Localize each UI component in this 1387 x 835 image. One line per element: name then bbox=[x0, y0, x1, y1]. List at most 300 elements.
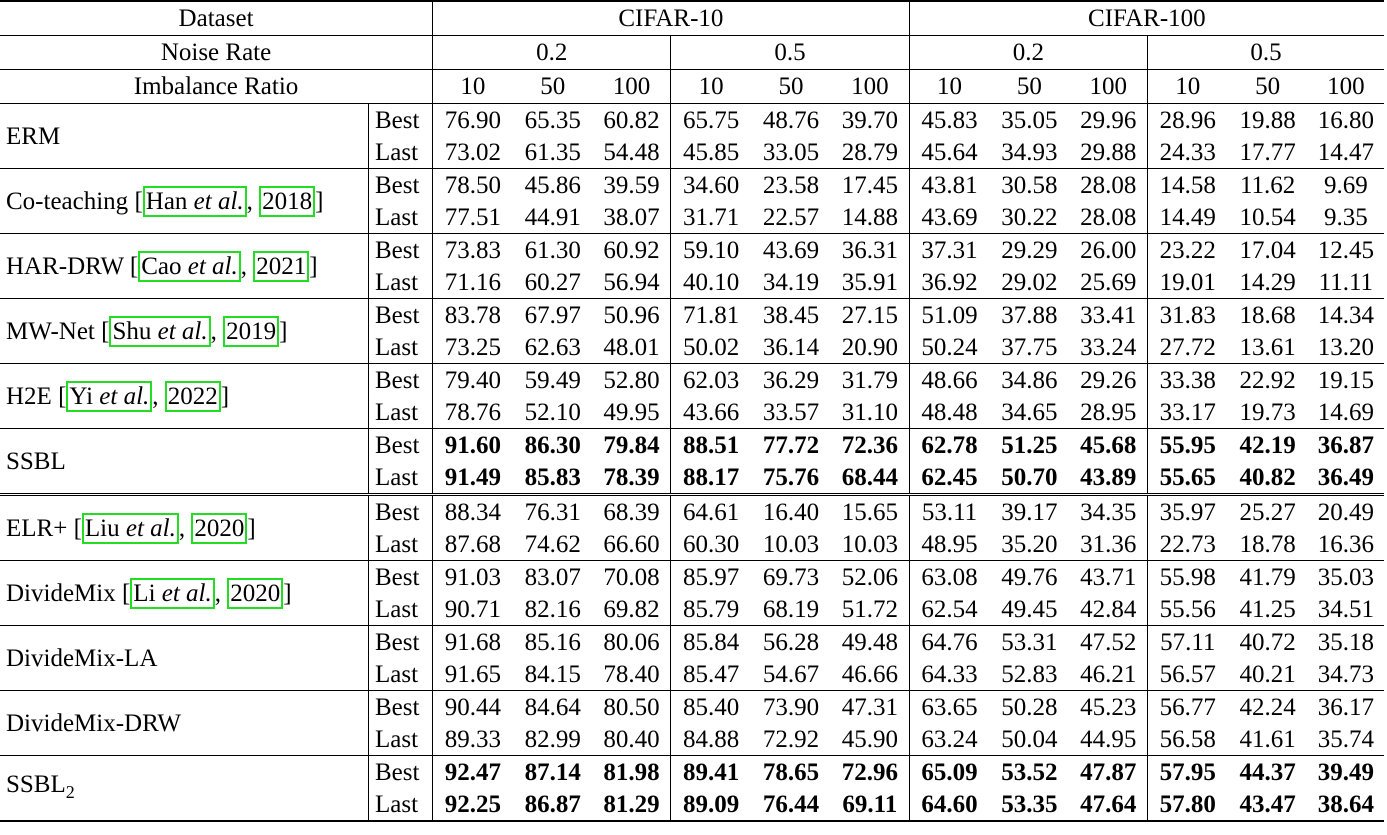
value-cell: 61.35 bbox=[524, 138, 581, 166]
value-cell: 89.41 bbox=[671, 756, 751, 789]
value-cell: 87.68 bbox=[433, 528, 513, 561]
value-cell: 16.40 bbox=[751, 495, 831, 529]
value-cell: 82.99 bbox=[524, 725, 581, 753]
method-name: Co-teaching [ Han et al. , 2018 ] bbox=[0, 169, 368, 234]
method-label: ELR+ bbox=[6, 514, 68, 542]
value-cell: 88.51 bbox=[671, 429, 751, 462]
value-cell: 42.24 bbox=[1228, 691, 1308, 724]
value-cell: 78.50 bbox=[433, 169, 513, 202]
metric-label: Best bbox=[368, 429, 432, 462]
value-cell: 36.17 bbox=[1308, 691, 1384, 724]
value-cell: 48.76 bbox=[751, 104, 831, 137]
method-label: DivideMix bbox=[6, 579, 116, 607]
value-cell: 29.29 bbox=[989, 234, 1069, 267]
method-name: ELR+ [ Liu et al. , 2020 ] bbox=[0, 495, 368, 561]
imbalance-ratio-cell: 50 bbox=[751, 70, 831, 104]
value-cell: 85.16 bbox=[513, 626, 593, 659]
value-cell: 52.83 bbox=[1001, 660, 1058, 688]
citation-author-link[interactable] bbox=[66, 381, 152, 412]
value-cell: 83.78 bbox=[433, 299, 513, 332]
citation-etal: et al. bbox=[187, 252, 238, 280]
value-cell: 39.17 bbox=[989, 495, 1069, 529]
value-cell: 83.07 bbox=[513, 561, 593, 594]
value-cell: 33.24 bbox=[1080, 333, 1137, 361]
citation-etal: et al. bbox=[99, 382, 150, 410]
value-cell: 51.25 bbox=[989, 429, 1069, 462]
metric-label: Last bbox=[368, 136, 432, 169]
value-cell: 63.65 bbox=[909, 691, 989, 724]
value-cell: 78.40 bbox=[603, 660, 660, 688]
method-subscript: 2 bbox=[65, 781, 75, 802]
value-cell: 29.96 bbox=[1069, 104, 1147, 137]
value-cell: 45.83 bbox=[909, 104, 989, 137]
value-cell: 43.47 bbox=[1228, 788, 1308, 821]
dataset-cifar100: CIFAR-100 bbox=[909, 1, 1384, 36]
dataset-cifar10: CIFAR-10 bbox=[433, 1, 910, 36]
citation-author-link[interactable] bbox=[138, 251, 241, 282]
value-cell: 34.73 bbox=[1317, 660, 1374, 688]
value-cell: 45.23 bbox=[1069, 691, 1147, 724]
value-cell: 81.29 bbox=[593, 788, 671, 821]
value-cell: 34.93 bbox=[1001, 138, 1058, 166]
value-cell: 59.10 bbox=[671, 234, 751, 267]
value-cell: 50.04 bbox=[1001, 725, 1058, 753]
value-cell: 49.95 bbox=[603, 398, 660, 426]
value-cell: 49.45 bbox=[1001, 595, 1058, 623]
method-name: DivideMix [ Li et al. , 2020 ] bbox=[0, 561, 368, 626]
value-cell: 48.66 bbox=[909, 364, 989, 397]
value-cell: 41.25 bbox=[1239, 595, 1296, 623]
metric-label: Best bbox=[368, 495, 432, 529]
value-cell: 17.04 bbox=[1228, 234, 1308, 267]
metric-label: Last bbox=[368, 201, 432, 234]
table-row bbox=[0, 364, 1384, 397]
value-cell: 42.84 bbox=[1080, 595, 1137, 623]
value-cell: 78.76 bbox=[433, 396, 513, 429]
value-cell: 88.17 bbox=[671, 461, 751, 495]
value-cell: 9.69 bbox=[1308, 169, 1384, 202]
value-cell: 31.71 bbox=[671, 201, 751, 234]
value-cell: 35.74 bbox=[1317, 725, 1374, 753]
citation-year-link[interactable]: 2020 bbox=[191, 513, 247, 544]
value-cell: 28.08 bbox=[1080, 203, 1137, 231]
value-cell: 30.58 bbox=[989, 169, 1069, 202]
value-cell: 86.30 bbox=[513, 429, 593, 462]
value-cell: 36.92 bbox=[909, 266, 989, 299]
value-cell: 64.76 bbox=[909, 626, 989, 659]
value-cell: 36.49 bbox=[1317, 463, 1374, 491]
value-cell: 62.63 bbox=[524, 333, 581, 361]
metric-label: Last bbox=[368, 331, 432, 364]
value-cell: 18.68 bbox=[1228, 299, 1308, 332]
value-cell: 19.01 bbox=[1147, 266, 1227, 299]
value-cell: 52.80 bbox=[593, 364, 671, 397]
value-cell: 53.52 bbox=[989, 756, 1069, 789]
method-label: Co-teaching bbox=[6, 187, 129, 215]
citation-author: Liu bbox=[84, 514, 120, 542]
value-cell: 47.31 bbox=[831, 691, 909, 724]
imbalance-ratio-header: Imbalance Ratio bbox=[0, 70, 433, 104]
imbalance-ratio-cell: 50 bbox=[513, 70, 593, 104]
citation-etal: et al. bbox=[161, 579, 212, 607]
method-label: MW-Net bbox=[6, 317, 95, 345]
value-cell: 45.86 bbox=[513, 169, 593, 202]
value-cell: 38.64 bbox=[1308, 788, 1384, 821]
value-cell: 45.68 bbox=[1069, 429, 1147, 462]
value-cell: 54.67 bbox=[762, 660, 820, 688]
value-cell: 19.15 bbox=[1308, 364, 1384, 397]
value-cell: 35.91 bbox=[841, 268, 898, 296]
citation-author: Cao bbox=[141, 252, 182, 280]
value-cell: 36.29 bbox=[751, 364, 831, 397]
value-cell: 10.03 bbox=[841, 530, 898, 558]
header-row-imbalance bbox=[0, 70, 1384, 104]
value-cell: 40.21 bbox=[1239, 660, 1296, 688]
value-cell: 63.24 bbox=[909, 723, 989, 756]
value-cell: 14.29 bbox=[1239, 268, 1296, 296]
value-cell: 41.61 bbox=[1239, 725, 1296, 753]
value-cell: 80.06 bbox=[593, 626, 671, 659]
value-cell: 28.95 bbox=[1080, 398, 1137, 426]
value-cell: 91.49 bbox=[433, 461, 513, 495]
value-cell: 56.58 bbox=[1147, 723, 1227, 756]
value-cell: 73.83 bbox=[433, 234, 513, 267]
metric-label: Best bbox=[368, 234, 432, 267]
table-row bbox=[0, 495, 1384, 529]
method-label: HAR-DRW bbox=[6, 252, 124, 280]
table-body bbox=[0, 1, 1384, 821]
method-name bbox=[0, 104, 368, 169]
value-cell: 54.48 bbox=[603, 138, 660, 166]
value-cell: 76.90 bbox=[433, 104, 513, 137]
value-cell: 31.79 bbox=[831, 364, 909, 397]
value-cell: 57.95 bbox=[1147, 756, 1227, 789]
value-cell: 47.52 bbox=[1069, 626, 1147, 659]
citation-etal: et al. bbox=[125, 514, 176, 542]
value-cell: 24.33 bbox=[1147, 136, 1227, 169]
value-cell: 37.31 bbox=[909, 234, 989, 267]
method-name bbox=[0, 429, 368, 495]
value-cell: 43.69 bbox=[751, 234, 831, 267]
value-cell: 34.35 bbox=[1069, 495, 1147, 529]
header-row-noise bbox=[0, 36, 1384, 70]
value-cell: 34.19 bbox=[762, 268, 820, 296]
value-cell: 69.11 bbox=[831, 788, 909, 821]
value-cell: 68.19 bbox=[762, 595, 820, 623]
value-cell: 14.69 bbox=[1317, 398, 1374, 426]
table-row bbox=[0, 429, 1384, 462]
table-row bbox=[0, 756, 1384, 789]
value-cell: 45.64 bbox=[909, 136, 989, 169]
value-cell: 84.64 bbox=[513, 691, 593, 724]
value-cell: 16.80 bbox=[1308, 104, 1384, 137]
value-cell: 80.50 bbox=[593, 691, 671, 724]
value-cell: 59.49 bbox=[513, 364, 593, 397]
table-row bbox=[0, 234, 1384, 267]
value-cell: 28.96 bbox=[1147, 104, 1227, 137]
value-cell: 85.83 bbox=[524, 463, 581, 491]
metric-label: Last bbox=[368, 788, 432, 821]
value-cell: 33.57 bbox=[762, 398, 820, 426]
value-cell: 13.61 bbox=[1239, 333, 1296, 361]
noise-rate-cell: 0.2 bbox=[433, 36, 671, 70]
value-cell: 55.56 bbox=[1147, 593, 1227, 626]
value-cell: 69.82 bbox=[603, 595, 660, 623]
imbalance-ratio-cell: 10 bbox=[671, 70, 751, 104]
method-name bbox=[0, 626, 368, 691]
value-cell: 53.11 bbox=[909, 495, 989, 529]
value-cell: 56.77 bbox=[1147, 691, 1227, 724]
value-cell: 35.03 bbox=[1308, 561, 1384, 594]
value-cell: 64.61 bbox=[671, 495, 751, 529]
method-name: H2E [ Yi et al. , 2022 ] bbox=[0, 364, 368, 429]
value-cell: 57.11 bbox=[1147, 626, 1227, 659]
value-cell: 31.83 bbox=[1147, 299, 1227, 332]
value-cell: 77.72 bbox=[751, 429, 831, 462]
value-cell: 57.80 bbox=[1147, 788, 1227, 821]
value-cell: 73.02 bbox=[433, 136, 513, 169]
value-cell: 85.47 bbox=[671, 658, 751, 691]
imbalance-ratio-cell: 10 bbox=[433, 70, 513, 104]
value-cell: 85.84 bbox=[671, 626, 751, 659]
value-cell: 73.90 bbox=[751, 691, 831, 724]
metric-label: Best bbox=[368, 364, 432, 397]
value-cell: 43.69 bbox=[909, 201, 989, 234]
value-cell: 14.34 bbox=[1308, 299, 1384, 332]
value-cell: 35.97 bbox=[1147, 495, 1227, 529]
value-cell: 17.45 bbox=[831, 169, 909, 202]
value-cell: 76.31 bbox=[513, 495, 593, 529]
method-name: MW-Net [ Shu et al. , 2019 ] bbox=[0, 299, 368, 364]
value-cell: 63.08 bbox=[909, 561, 989, 594]
value-cell: 53.35 bbox=[989, 788, 1069, 821]
value-cell: 60.27 bbox=[524, 268, 581, 296]
value-cell: 34.65 bbox=[1001, 398, 1058, 426]
citation-author-link[interactable] bbox=[109, 316, 210, 347]
value-cell: 27.15 bbox=[831, 299, 909, 332]
metric-label: Last bbox=[368, 528, 432, 561]
method-label: ERM bbox=[6, 122, 61, 150]
value-cell: 35.18 bbox=[1308, 626, 1384, 659]
value-cell: 17.77 bbox=[1239, 138, 1296, 166]
value-cell: 14.58 bbox=[1147, 169, 1227, 202]
method-name bbox=[0, 756, 368, 822]
value-cell: 50.02 bbox=[671, 331, 751, 364]
method-label: SSBL bbox=[6, 770, 66, 798]
value-cell: 60.82 bbox=[593, 104, 671, 137]
value-cell: 31.10 bbox=[841, 398, 898, 426]
value-cell: 68.44 bbox=[841, 463, 898, 491]
value-cell: 14.49 bbox=[1147, 201, 1227, 234]
method-name: HAR-DRW [ Cao et al. , 2021 ] bbox=[0, 234, 368, 299]
metric-label: Last bbox=[368, 461, 432, 495]
value-cell: 23.58 bbox=[751, 169, 831, 202]
value-cell: 33.17 bbox=[1147, 396, 1227, 429]
value-cell: 88.34 bbox=[433, 495, 513, 529]
value-cell: 46.66 bbox=[841, 660, 898, 688]
value-cell: 10.03 bbox=[762, 530, 820, 558]
value-cell: 19.88 bbox=[1228, 104, 1308, 137]
value-cell: 22.57 bbox=[762, 203, 820, 231]
value-cell: 28.79 bbox=[841, 138, 898, 166]
value-cell: 62.03 bbox=[671, 364, 751, 397]
citation-year-link[interactable]: 2019 bbox=[223, 316, 279, 347]
header-row-dataset bbox=[0, 1, 1384, 36]
value-cell: 72.96 bbox=[831, 756, 909, 789]
noise-rate-cell: 0.2 bbox=[909, 36, 1147, 70]
value-cell: 22.73 bbox=[1147, 528, 1227, 561]
value-cell: 46.21 bbox=[1080, 660, 1137, 688]
citation-year-link[interactable]: 2018 bbox=[259, 186, 315, 217]
citation-author: Shu bbox=[112, 317, 152, 345]
value-cell: 10.54 bbox=[1239, 203, 1296, 231]
value-cell: 60.30 bbox=[671, 528, 751, 561]
method-label: DivideMix-LA bbox=[6, 644, 158, 672]
value-cell: 79.84 bbox=[593, 429, 671, 462]
value-cell: 66.60 bbox=[603, 530, 660, 558]
value-cell: 43.89 bbox=[1080, 463, 1137, 491]
value-cell: 73.25 bbox=[433, 331, 513, 364]
value-cell: 50.70 bbox=[1001, 463, 1058, 491]
citation-author-link[interactable] bbox=[130, 578, 214, 609]
value-cell: 71.16 bbox=[433, 266, 513, 299]
value-cell: 91.68 bbox=[433, 626, 513, 659]
value-cell: 62.78 bbox=[909, 429, 989, 462]
value-cell: 44.91 bbox=[524, 203, 581, 231]
value-cell: 49.76 bbox=[989, 561, 1069, 594]
value-cell: 56.57 bbox=[1147, 658, 1227, 691]
value-cell: 55.98 bbox=[1147, 561, 1227, 594]
value-cell: 64.33 bbox=[909, 658, 989, 691]
method-label: DivideMix-DRW bbox=[6, 709, 181, 737]
value-cell: 40.10 bbox=[671, 266, 751, 299]
value-cell: 25.69 bbox=[1080, 268, 1137, 296]
value-cell: 39.49 bbox=[1308, 756, 1384, 789]
value-cell: 75.76 bbox=[762, 463, 820, 491]
value-cell: 33.38 bbox=[1147, 364, 1227, 397]
value-cell: 72.92 bbox=[762, 725, 820, 753]
value-cell: 74.62 bbox=[524, 530, 581, 558]
metric-label: Last bbox=[368, 723, 432, 756]
value-cell: 60.92 bbox=[593, 234, 671, 267]
table-row bbox=[0, 169, 1384, 202]
value-cell: 84.88 bbox=[671, 723, 751, 756]
value-cell: 18.78 bbox=[1239, 530, 1296, 558]
citation-year-link[interactable]: 2022 bbox=[165, 381, 221, 412]
value-cell: 41.79 bbox=[1228, 561, 1308, 594]
value-cell: 25.27 bbox=[1228, 495, 1308, 529]
value-cell: 26.00 bbox=[1069, 234, 1147, 267]
value-cell: 9.35 bbox=[1323, 203, 1368, 231]
citation-author-link[interactable] bbox=[143, 186, 247, 217]
noise-rate-cell: 0.5 bbox=[671, 36, 909, 70]
imbalance-ratio-cell: 50 bbox=[989, 70, 1069, 104]
value-cell: 39.59 bbox=[593, 169, 671, 202]
value-cell: 36.87 bbox=[1308, 429, 1384, 462]
value-cell: 47.87 bbox=[1069, 756, 1147, 789]
value-cell: 37.88 bbox=[989, 299, 1069, 332]
value-cell: 76.44 bbox=[751, 788, 831, 821]
imbalance-ratio-cell: 100 bbox=[593, 70, 671, 104]
value-cell: 45.85 bbox=[671, 136, 751, 169]
metric-label: Best bbox=[368, 169, 432, 202]
value-cell: 50.96 bbox=[593, 299, 671, 332]
value-cell: 35.20 bbox=[1001, 530, 1058, 558]
value-cell: 36.31 bbox=[831, 234, 909, 267]
method-label: SSBL bbox=[6, 447, 66, 475]
table-row bbox=[0, 691, 1384, 724]
value-cell: 13.20 bbox=[1317, 333, 1374, 361]
value-cell: 89.33 bbox=[433, 723, 513, 756]
metric-label: Best bbox=[368, 626, 432, 659]
value-cell: 92.25 bbox=[433, 788, 513, 821]
value-cell: 78.65 bbox=[751, 756, 831, 789]
value-cell: 40.72 bbox=[1228, 626, 1308, 659]
value-cell: 43.81 bbox=[909, 169, 989, 202]
value-cell: 42.19 bbox=[1228, 429, 1308, 462]
metric-label: Last bbox=[368, 593, 432, 626]
value-cell: 52.10 bbox=[524, 398, 581, 426]
value-cell: 43.66 bbox=[671, 396, 751, 429]
value-cell: 34.51 bbox=[1317, 595, 1374, 623]
citation-year-link[interactable]: 2020 bbox=[227, 578, 283, 609]
value-cell: 67.97 bbox=[513, 299, 593, 332]
value-cell: 79.40 bbox=[433, 364, 513, 397]
value-cell: 11.62 bbox=[1228, 169, 1308, 202]
metric-label: Last bbox=[368, 658, 432, 691]
value-cell: 49.48 bbox=[831, 626, 909, 659]
value-cell: 89.09 bbox=[671, 788, 751, 821]
value-cell: 71.81 bbox=[671, 299, 751, 332]
value-cell: 19.73 bbox=[1239, 398, 1296, 426]
citation-year-link[interactable]: 2021 bbox=[253, 251, 309, 282]
value-cell: 90.44 bbox=[433, 691, 513, 724]
value-cell: 72.36 bbox=[831, 429, 909, 462]
value-cell: 14.47 bbox=[1317, 138, 1374, 166]
value-cell: 82.16 bbox=[524, 595, 581, 623]
value-cell: 85.79 bbox=[671, 593, 751, 626]
citation-author-link[interactable] bbox=[82, 513, 179, 544]
value-cell: 48.01 bbox=[603, 333, 660, 361]
value-cell: 69.73 bbox=[751, 561, 831, 594]
dataset-header: Dataset bbox=[0, 1, 433, 36]
value-cell: 91.03 bbox=[433, 561, 513, 594]
value-cell: 65.35 bbox=[513, 104, 593, 137]
value-cell: 90.71 bbox=[433, 593, 513, 626]
value-cell: 44.95 bbox=[1080, 725, 1137, 753]
value-cell: 55.95 bbox=[1147, 429, 1227, 462]
method-name bbox=[0, 691, 368, 756]
value-cell: 78.39 bbox=[603, 463, 660, 491]
value-cell: 64.60 bbox=[909, 788, 989, 821]
value-cell: 92.47 bbox=[433, 756, 513, 789]
value-cell: 45.90 bbox=[841, 725, 898, 753]
value-cell: 38.45 bbox=[751, 299, 831, 332]
table-row bbox=[0, 561, 1384, 594]
value-cell: 30.22 bbox=[1001, 203, 1058, 231]
imbalance-ratio-cell: 10 bbox=[909, 70, 989, 104]
value-cell: 91.65 bbox=[433, 658, 513, 691]
value-cell: 85.40 bbox=[671, 691, 751, 724]
value-cell: 70.08 bbox=[593, 561, 671, 594]
value-cell: 29.88 bbox=[1080, 138, 1137, 166]
value-cell: 65.75 bbox=[671, 104, 751, 137]
metric-label: Best bbox=[368, 691, 432, 724]
metric-label: Best bbox=[368, 561, 432, 594]
value-cell: 61.30 bbox=[513, 234, 593, 267]
value-cell: 38.07 bbox=[603, 203, 660, 231]
value-cell: 33.41 bbox=[1069, 299, 1147, 332]
